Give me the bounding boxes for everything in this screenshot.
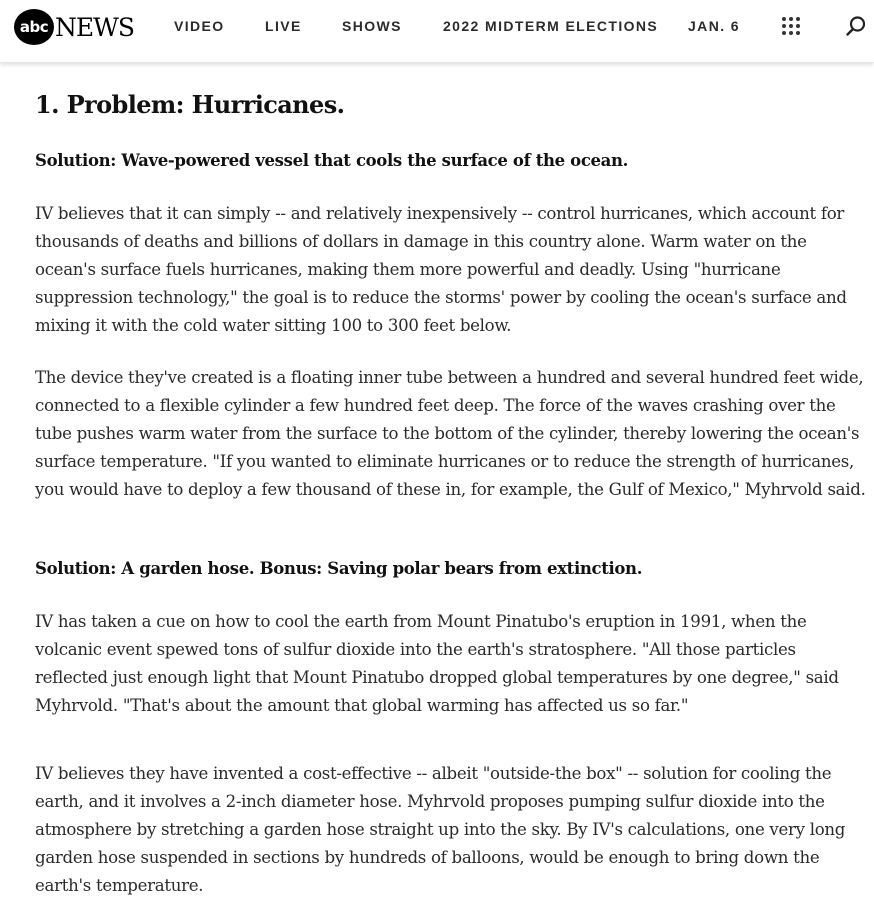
nav-jan-6[interactable]: JAN. 6 xyxy=(688,18,740,34)
nav-live[interactable]: LIVE xyxy=(265,18,302,34)
solution-subhead-1: Solution: Wave-powered vessel that cools the surface of the ocean. xyxy=(35,151,629,170)
abc-logo-mark: abc xyxy=(14,9,54,45)
article-paragraph-2: The device they've created is a floating inner tube between a hundred and several hundred feet wide, connected to a flexible cylinder a few hundred feet deep. The force of the waves crashing over the tube pushes warm water from the surface to the bottom of the cylinder, thereby lowering the ocean's surface temperature. "If you wanted to eliminate hurricanes or to reduce the strength of hurricanes, you would have to deploy a few thousand of these in, for example, the Gulf of Mexico," Myhrvold said. xyxy=(35,368,866,499)
article-paragraph-1: IV believes that it can simply -- and relatively inexpensively -- control hurricanes, which account for thousands of deaths and billions of dollars in damage in this country alone. Warm water on the ocean's surface fuels hurricanes, making them more powerful and deadly. Using "hurricane suppression technology," the goal is to reduce the storms' power by cooling the ocean's surface and mixing it with the cold water sitting 100 to 300 feet below. xyxy=(35,204,847,335)
grid-menu-icon[interactable] xyxy=(782,17,800,35)
article-paragraph-3: IV has taken a cue on how to cool the earth from Mount Pinatubo's eruption in 1991, when the volcanic event spewed tons of sulfur dioxide into the earth's stratosphere. "All those particles reflected just enough light that Mount Pinatubo dropped global temperatures by one degree," said Myhrvold. "That's about the amount that global warming has affected us so far." xyxy=(35,612,839,715)
article-paragraph-4: IV believes they have invented a cost-effective -- albeit "outside-the box" -- solution for cooling the earth, and it involves a 2-inch diameter hose. Myhrvold proposes pumping sulfur dioxide into the atmosphere by stretching a garden hose straight up into the sky. By IV's calculations, one very long garden hose suspended in sections by hundreds of balloons, would be enough to bring down the earth's temperature. xyxy=(35,764,846,895)
abc-news-logo[interactable] xyxy=(14,9,134,45)
nav-video[interactable]: VIDEO xyxy=(174,18,225,34)
article-heading: 1. Problem: Hurricanes. xyxy=(35,90,345,119)
news-wordmark: NEWS xyxy=(55,12,134,42)
solution-subhead-2: Solution: A garden hose. Bonus: Saving polar bears from extinction. xyxy=(35,559,643,578)
search-icon[interactable] xyxy=(845,15,867,37)
nav-2022-midterm-elections[interactable]: 2022 MIDTERM ELECTIONS xyxy=(443,18,659,34)
nav-shows[interactable]: SHOWS xyxy=(342,18,402,34)
site-header xyxy=(0,0,874,63)
